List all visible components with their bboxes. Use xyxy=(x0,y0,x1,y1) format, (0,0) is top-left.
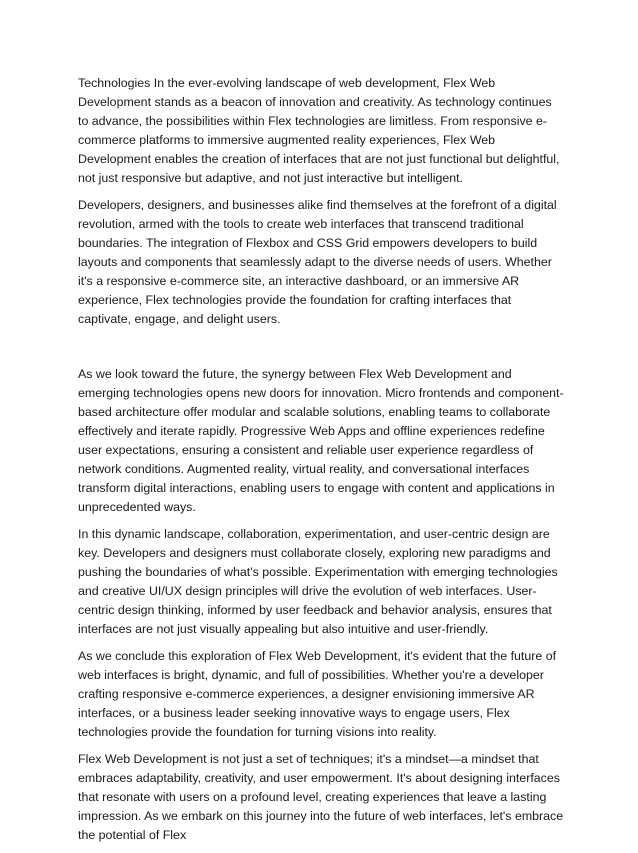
document-body xyxy=(78,74,564,853)
paragraph-6: Flex Web Development is not just a set of techniques; it's a mindset—a mindset that embraces adaptability, creativity, and user empowerment. It's about designing interfaces that resonate with users on a profound level, creating experiences that leave a lasting impression. As we embark on this journey into the future of web interfaces, let's embrace the potential of Flex xyxy=(78,752,564,842)
paragraph-2: Developers, designers, and businesses alike find themselves at the forefront of a digital revolution, armed with the tools to create web interfaces that transcend traditional boundaries. The integration of Flexbox and CSS Grid empowers developers to build layouts and components that seamlessly adapt to the diverse needs of users. Whether it's a responsive e-commerce site, an interactive dashboard, or an immersive AR experience, Flex technologies provide the foundation for crafting interfaces that captivate, engage, and delight users. xyxy=(78,198,557,326)
paragraph-5: As we conclude this exploration of Flex Web Development, it's evident that the future of web interfaces is bright, dynamic, and full of possibilities. Whether you're a developer crafting responsive e-commerce experiences, a designer envisioning immersive AR interfaces, or a business leader seeking innovative ways to engage users, Flex technologies provide the foundation for turning visions into reality. xyxy=(78,649,557,739)
paragraph-1: Technologies In the ever-evolving landscape of web development, Flex Web Development stands as a beacon of innovation and creativity. As technology continues to advance, the possibilities within Flex technologies are limitless. From responsive e-commerce platforms to immersive augmented reality experiences, Flex Web Development enables the creation of interfaces that are not just functional but delightful, not just responsive but adaptive, and not just interactive but intelligent. xyxy=(78,76,560,185)
paragraph-4: In this dynamic landscape, collaboration, experimentation, and user-centric design are key. Developers and designers must collaborate closely, exploring new paradigms and pushing the boundaries of what's possible. Experimentation with emerging technologies and creative UI/UX design principles will drive the evolution of web interfaces. User-centric design thinking, informed by user feedback and behavior analysis, ensures that interfaces are not just visually appealing but also intuitive and user-friendly. xyxy=(78,527,558,636)
paragraph-3: As we look toward the future, the synergy between Flex Web Development and emerging technologies opens new doors for innovation. Micro frontends and component-based architecture offer modular and scalable solutions, enabling teams to collaborate effectively and iterate rapidly. Progressive Web Apps and offline experiences redefine user expectations, ensuring a consistent and reliable user experience regardless of network conditions. Augmented reality, virtual reality, and conversational interfaces transform digital interactions, enabling users to engage with content and applications in unprecedented ways. xyxy=(78,367,564,514)
